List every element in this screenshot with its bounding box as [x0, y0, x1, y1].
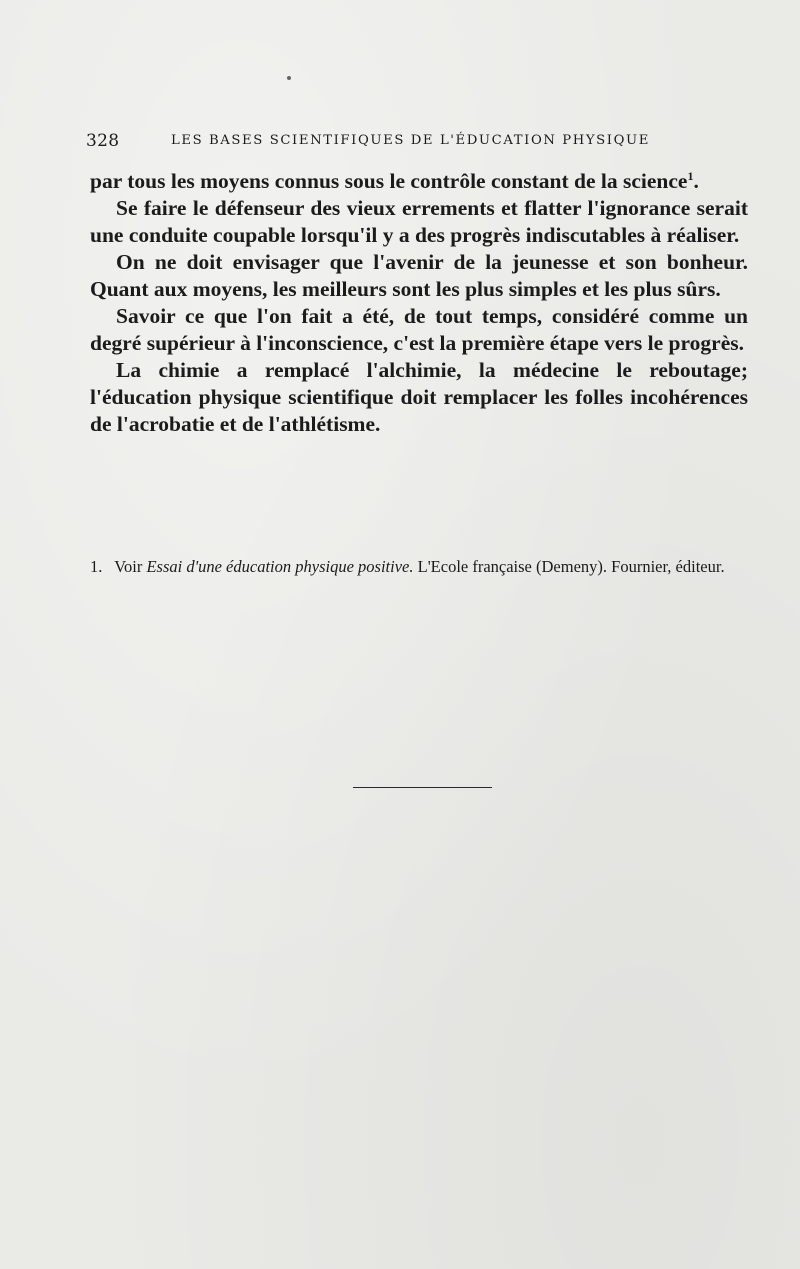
footnote-reference: 1	[687, 168, 694, 183]
footnote-prefix: Voir	[114, 557, 143, 576]
paragraph-continuation: par tous les moyens connus sous le contrôle constant de la science$^1$.	[90, 168, 699, 193]
footnote-marker: 1.	[90, 557, 103, 576]
paragraph: Savoir ce que l'on fait a été, de tout temps, considéré comme un degré supérieur à l'inconscience, c'est la première étape vers le progrès.	[90, 304, 748, 355]
page-header	[86, 131, 696, 153]
running-title: LES BASES SCIENTIFIQUES DE L'ÉDUCATION PHYSIQUE	[171, 133, 650, 148]
paragraph: La chimie a remplacé l'alchimie, la médecine le reboutage; l'éducation physique scientifique doit remplacer les folles incohérences de l'acrobatie et de l'athlétisme.	[90, 358, 748, 436]
body-text	[90, 168, 748, 438]
footnote	[90, 556, 758, 578]
paragraph: Se faire le défenseur des vieux errements et flatter l'ignorance serait une conduite coupable lorsqu'il y a des progrès indiscutables à réaliser.	[90, 196, 748, 247]
paragraph: On ne doit envisager que l'avenir de la jeunesse et son bonheur. Quant aux moyens, les meilleurs sont les plus simples et les plus sûrs.	[90, 250, 748, 301]
ink-speck	[287, 76, 291, 80]
footnote-cited-title: Essai d'une éducation physique positive.	[146, 557, 414, 576]
end-rule	[353, 787, 492, 788]
page-number: 328	[86, 131, 120, 151]
footnote-publisher: L'Ecole française (Demeny). Fournier, éditeur.	[417, 557, 725, 576]
